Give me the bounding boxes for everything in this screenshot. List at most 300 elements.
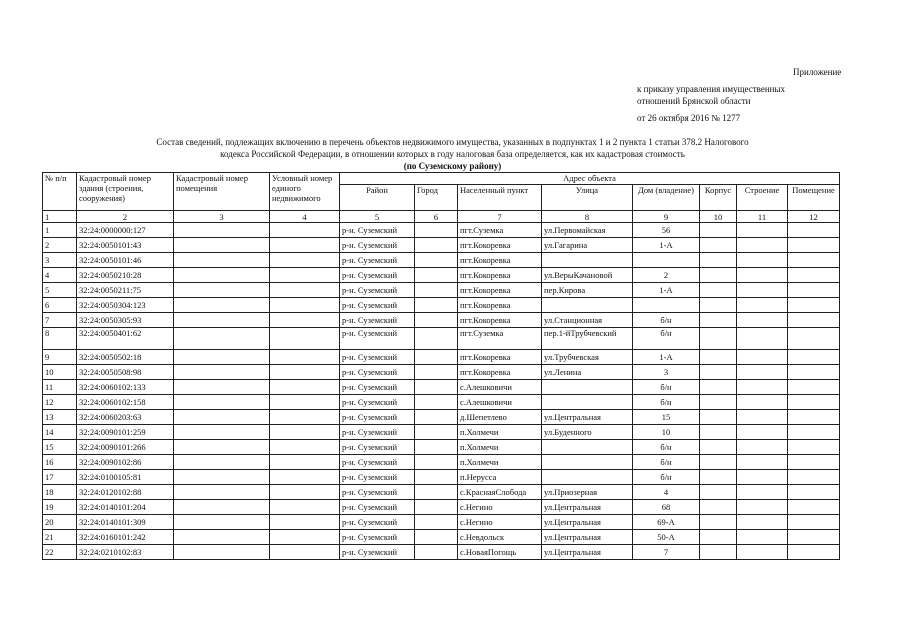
street-cell: ул.Центральная xyxy=(542,530,633,545)
locality-cell: пгт.Кокоревка xyxy=(458,365,542,380)
table-row xyxy=(43,350,840,365)
city-cell xyxy=(415,395,458,410)
row-number-cell: 22 xyxy=(43,545,77,560)
cadastral-room-cell xyxy=(174,410,270,425)
cadastral-room-cell xyxy=(174,365,270,380)
district-cell: р-н. Суземский xyxy=(340,425,415,440)
column-number-row xyxy=(43,211,840,223)
building-cell xyxy=(737,440,788,455)
locality-cell: с.НоваяПогощь xyxy=(458,545,542,560)
conditional-number-cell xyxy=(270,328,340,350)
cadastral-building-cell: 32:24:0090102:86 xyxy=(77,455,174,470)
room-cell xyxy=(788,268,840,283)
locality-cell: с.Негино xyxy=(458,515,542,530)
column-number-cell: 9 xyxy=(633,211,700,223)
cadastral-room-cell xyxy=(174,545,270,560)
cadastral-building-cell: 32:24:0060102:158 xyxy=(77,395,174,410)
room-cell xyxy=(788,238,840,253)
row-number-cell: 9 xyxy=(43,350,77,365)
district-cell: р-н. Суземский xyxy=(340,253,415,268)
cadastral-building-cell: 32:24:0050508:98 xyxy=(77,365,174,380)
cadastral-room-cell xyxy=(174,470,270,485)
table-row xyxy=(43,500,840,515)
street-cell xyxy=(542,440,633,455)
conditional-number-cell xyxy=(270,238,340,253)
building-cell xyxy=(737,425,788,440)
building-cell xyxy=(737,283,788,298)
korpus-cell xyxy=(700,298,737,313)
column-number-cell: 5 xyxy=(340,211,415,223)
row-number-cell: 12 xyxy=(43,395,77,410)
korpus-cell xyxy=(700,425,737,440)
document-title-line-1: Состав сведений, подлежащих включению в перечень объектов недвижимого имущества, указанных в подпунктах 1 и 2 пункта 1 статьи 378.2 Налогового xyxy=(156,137,749,147)
property-register-table xyxy=(42,172,840,560)
column-number-cell: 12 xyxy=(788,211,840,223)
cadastral-building-cell: 32:24:0060203:63 xyxy=(77,410,174,425)
header-cadastral-building: Кадастровый номер здания (строения, сооружения) xyxy=(77,173,174,211)
table-row xyxy=(43,283,840,298)
city-cell xyxy=(415,298,458,313)
building-cell xyxy=(737,410,788,425)
korpus-cell xyxy=(700,440,737,455)
order-date-number: от 26 октября 2016 № 1277 xyxy=(637,113,741,123)
korpus-cell xyxy=(700,328,737,350)
street-cell: ул.Гагарина xyxy=(542,238,633,253)
conditional-number-cell xyxy=(270,530,340,545)
korpus-cell xyxy=(700,238,737,253)
street-cell: пер.1-йТрубчевский xyxy=(542,328,633,350)
room-cell xyxy=(788,350,840,365)
building-cell xyxy=(737,545,788,560)
cadastral-building-cell: 32:24:0210102:83 xyxy=(77,545,174,560)
locality-cell: пгт.Кокоревка xyxy=(458,298,542,313)
order-line-1: к приказу управления имущественных xyxy=(637,84,786,94)
locality-cell: с.КраснаяСлобода xyxy=(458,485,542,500)
city-cell xyxy=(415,313,458,328)
header-room: Помещение xyxy=(788,185,840,211)
cadastral-building-cell: 32:24:0050502:18 xyxy=(77,350,174,365)
street-cell: ул.Первомайская xyxy=(542,223,633,238)
district-cell: р-н. Суземский xyxy=(340,380,415,395)
street-cell: ул.Центральная xyxy=(542,500,633,515)
cadastral-room-cell xyxy=(174,395,270,410)
house-cell: б/н xyxy=(633,313,700,328)
street-cell: ул.Центральная xyxy=(542,410,633,425)
room-cell xyxy=(788,440,840,455)
korpus-cell xyxy=(700,395,737,410)
district-cell: р-н. Суземский xyxy=(340,410,415,425)
locality-cell: пгт.Кокоревка xyxy=(458,313,542,328)
table-row xyxy=(43,268,840,283)
street-cell xyxy=(542,298,633,313)
street-cell: ул.Центральная xyxy=(542,545,633,560)
locality-cell: с.Алешковичи xyxy=(458,380,542,395)
locality-cell: п.Холмечи xyxy=(458,425,542,440)
table-row xyxy=(43,545,840,560)
conditional-number-cell xyxy=(270,545,340,560)
city-cell xyxy=(415,410,458,425)
house-cell: 1-А xyxy=(633,283,700,298)
cadastral-room-cell xyxy=(174,238,270,253)
column-number-cell: 7 xyxy=(458,211,542,223)
korpus-cell xyxy=(700,455,737,470)
conditional-number-cell xyxy=(270,283,340,298)
district-cell: р-н. Суземский xyxy=(340,455,415,470)
district-cell: р-н. Суземский xyxy=(340,223,415,238)
table-row xyxy=(43,515,840,530)
conditional-number-cell xyxy=(270,500,340,515)
conditional-number-cell xyxy=(270,410,340,425)
column-number-cell: 1 xyxy=(43,211,77,223)
city-cell xyxy=(415,425,458,440)
header-building: Строение xyxy=(737,185,788,211)
street-cell xyxy=(542,455,633,470)
house-cell: б/н xyxy=(633,380,700,395)
city-cell xyxy=(415,380,458,395)
conditional-number-cell xyxy=(270,485,340,500)
district-cell: р-н. Суземский xyxy=(340,395,415,410)
order-line-2: отношений Брянской области xyxy=(637,96,751,106)
cadastral-room-cell xyxy=(174,380,270,395)
conditional-number-cell xyxy=(270,298,340,313)
street-cell xyxy=(542,380,633,395)
table-row xyxy=(43,530,840,545)
cadastral-building-cell: 32:24:0050305:93 xyxy=(77,313,174,328)
header-cadastral-room: Кадастровый номер помещения xyxy=(174,173,270,211)
building-cell xyxy=(737,253,788,268)
cadastral-room-cell xyxy=(174,530,270,545)
house-cell: 15 xyxy=(633,410,700,425)
table-row xyxy=(43,253,840,268)
row-number-cell: 14 xyxy=(43,425,77,440)
table-row xyxy=(43,380,840,395)
column-number-cell: 10 xyxy=(700,211,737,223)
district-cell: р-н. Суземский xyxy=(340,545,415,560)
house-cell: 3 xyxy=(633,365,700,380)
street-cell xyxy=(542,470,633,485)
district-cell: р-н. Суземский xyxy=(340,515,415,530)
room-cell xyxy=(788,410,840,425)
cadastral-room-cell xyxy=(174,223,270,238)
row-number-cell: 19 xyxy=(43,500,77,515)
city-cell xyxy=(415,470,458,485)
locality-cell: д.Шепетлево xyxy=(458,410,542,425)
building-cell xyxy=(737,268,788,283)
district-cell: р-н. Суземский xyxy=(340,283,415,298)
house-cell: б/н xyxy=(633,328,700,350)
cadastral-building-cell: 32:24:0050401:62 xyxy=(77,328,174,350)
district-cell: р-н. Суземский xyxy=(340,440,415,455)
building-cell xyxy=(737,223,788,238)
table-row xyxy=(43,470,840,485)
cadastral-room-cell xyxy=(174,515,270,530)
conditional-number-cell xyxy=(270,425,340,440)
district-cell: р-н. Суземский xyxy=(340,485,415,500)
cadastral-building-cell: 32:24:0050101:46 xyxy=(77,253,174,268)
city-cell xyxy=(415,283,458,298)
street-cell: ул.Трубчевская xyxy=(542,350,633,365)
korpus-cell xyxy=(700,470,737,485)
korpus-cell xyxy=(700,253,737,268)
row-number-cell: 4 xyxy=(43,268,77,283)
building-cell xyxy=(737,485,788,500)
city-cell xyxy=(415,515,458,530)
district-cell: р-н. Суземский xyxy=(340,530,415,545)
city-cell xyxy=(415,485,458,500)
row-number-cell: 2 xyxy=(43,238,77,253)
cadastral-room-cell xyxy=(174,440,270,455)
cadastral-building-cell: 32:24:0160101:242 xyxy=(77,530,174,545)
conditional-number-cell xyxy=(270,223,340,238)
room-cell xyxy=(788,328,840,350)
locality-cell: пгт.Кокоревка xyxy=(458,350,542,365)
room-cell xyxy=(788,253,840,268)
table-row xyxy=(43,238,840,253)
street-cell xyxy=(542,253,633,268)
building-cell xyxy=(737,455,788,470)
locality-cell: п.Холмечи xyxy=(458,440,542,455)
cadastral-room-cell xyxy=(174,253,270,268)
table-row xyxy=(43,410,840,425)
cadastral-building-cell: 32:24:0050210:28 xyxy=(77,268,174,283)
column-number-cell: 6 xyxy=(415,211,458,223)
building-cell xyxy=(737,238,788,253)
table-row xyxy=(43,395,840,410)
cadastral-room-cell xyxy=(174,485,270,500)
building-cell xyxy=(737,470,788,485)
cadastral-room-cell xyxy=(174,328,270,350)
column-number-cell: 2 xyxy=(77,211,174,223)
city-cell xyxy=(415,440,458,455)
column-number-cell: 11 xyxy=(737,211,788,223)
cadastral-building-cell: 32:24:0120102:88 xyxy=(77,485,174,500)
building-cell xyxy=(737,395,788,410)
cadastral-room-cell xyxy=(174,268,270,283)
header-locality: Населенный пункт xyxy=(458,185,542,211)
street-cell: ул.Центральная xyxy=(542,515,633,530)
city-cell xyxy=(415,223,458,238)
row-number-cell: 21 xyxy=(43,530,77,545)
table-row xyxy=(43,440,840,455)
city-cell xyxy=(415,350,458,365)
header-conditional-number: Условный номер единого недвижимого xyxy=(270,173,340,211)
room-cell xyxy=(788,283,840,298)
korpus-cell xyxy=(700,350,737,365)
house-cell: 7 xyxy=(633,545,700,560)
locality-cell: пгт.Кокоревка xyxy=(458,253,542,268)
cadastral-building-cell: 32:24:0140101:309 xyxy=(77,515,174,530)
building-cell xyxy=(737,313,788,328)
locality-cell: с.Алешковичи xyxy=(458,395,542,410)
row-number-cell: 20 xyxy=(43,515,77,530)
house-cell: 2 xyxy=(633,268,700,283)
house-cell: 56 xyxy=(633,223,700,238)
header-house: Дом (владение) xyxy=(633,185,700,211)
header-row-number: № п/п xyxy=(43,173,77,211)
building-cell xyxy=(737,365,788,380)
cadastral-building-cell: 32:24:0090101:259 xyxy=(77,425,174,440)
city-cell xyxy=(415,328,458,350)
cadastral-room-cell xyxy=(174,500,270,515)
locality-cell: пгт.Кокоревка xyxy=(458,283,542,298)
cadastral-room-cell xyxy=(174,298,270,313)
conditional-number-cell xyxy=(270,515,340,530)
room-cell xyxy=(788,500,840,515)
house-cell: б/н xyxy=(633,395,700,410)
table-row xyxy=(43,425,840,440)
cadastral-building-cell: 32:24:0050304:123 xyxy=(77,298,174,313)
street-cell: ул.Ленина xyxy=(542,365,633,380)
district-cell: р-н. Суземский xyxy=(340,470,415,485)
house-cell: 1-А xyxy=(633,350,700,365)
locality-cell: пгт.Кокоревка xyxy=(458,238,542,253)
cadastral-building-cell: 32:24:0050211:75 xyxy=(77,283,174,298)
korpus-cell xyxy=(700,380,737,395)
house-cell: б/н xyxy=(633,440,700,455)
room-cell xyxy=(788,515,840,530)
house-cell: 4 xyxy=(633,485,700,500)
conditional-number-cell xyxy=(270,313,340,328)
cadastral-room-cell xyxy=(174,283,270,298)
row-number-cell: 15 xyxy=(43,440,77,455)
room-cell xyxy=(788,380,840,395)
room-cell xyxy=(788,425,840,440)
row-number-cell: 18 xyxy=(43,485,77,500)
city-cell xyxy=(415,238,458,253)
street-cell xyxy=(542,395,633,410)
locality-cell: пгт.Суземка xyxy=(458,328,542,350)
korpus-cell xyxy=(700,515,737,530)
header-district: Район xyxy=(340,185,415,211)
room-cell xyxy=(788,485,840,500)
table-row xyxy=(43,485,840,500)
korpus-cell xyxy=(700,545,737,560)
district-cell: р-н. Суземский xyxy=(340,238,415,253)
row-number-cell: 16 xyxy=(43,455,77,470)
building-cell xyxy=(737,530,788,545)
row-number-cell: 6 xyxy=(43,298,77,313)
cadastral-building-cell: 32:24:0140101:204 xyxy=(77,500,174,515)
conditional-number-cell xyxy=(270,395,340,410)
row-number-cell: 13 xyxy=(43,410,77,425)
cadastral-room-cell xyxy=(174,313,270,328)
row-number-cell: 3 xyxy=(43,253,77,268)
city-cell xyxy=(415,253,458,268)
building-cell xyxy=(737,350,788,365)
korpus-cell xyxy=(700,283,737,298)
locality-cell: п.Холмечи xyxy=(458,455,542,470)
korpus-cell xyxy=(700,485,737,500)
room-cell xyxy=(788,470,840,485)
conditional-number-cell xyxy=(270,268,340,283)
table-row xyxy=(43,365,840,380)
city-cell xyxy=(415,268,458,283)
locality-cell: п.Нерусса xyxy=(458,470,542,485)
cadastral-building-cell: 32:24:0050101:43 xyxy=(77,238,174,253)
house-cell: 50-А xyxy=(633,530,700,545)
header-city: Город xyxy=(415,185,458,211)
table-body xyxy=(43,223,840,560)
city-cell xyxy=(415,545,458,560)
cadastral-building-cell: 32:24:0090101:266 xyxy=(77,440,174,455)
building-cell xyxy=(737,500,788,515)
table-row xyxy=(43,313,840,328)
city-cell xyxy=(415,500,458,515)
conditional-number-cell xyxy=(270,253,340,268)
table-row xyxy=(43,455,840,470)
district-cell: р-н. Суземский xyxy=(340,365,415,380)
header-object-address: Адрес объекта xyxy=(340,173,840,185)
room-cell xyxy=(788,530,840,545)
korpus-cell xyxy=(700,223,737,238)
district-cell: р-н. Суземский xyxy=(340,500,415,515)
row-number-cell: 7 xyxy=(43,313,77,328)
city-cell xyxy=(415,530,458,545)
row-number-cell: 1 xyxy=(43,223,77,238)
korpus-cell xyxy=(700,268,737,283)
street-cell: ул.ВерыКачановой xyxy=(542,268,633,283)
room-cell xyxy=(788,365,840,380)
house-cell xyxy=(633,298,700,313)
table-row xyxy=(43,298,840,313)
room-cell xyxy=(788,455,840,470)
cadastral-room-cell xyxy=(174,350,270,365)
header-street: Улица xyxy=(542,185,633,211)
room-cell xyxy=(788,298,840,313)
room-cell xyxy=(788,223,840,238)
house-cell xyxy=(633,253,700,268)
house-cell: 10 xyxy=(633,425,700,440)
row-number-cell: 10 xyxy=(43,365,77,380)
conditional-number-cell xyxy=(270,470,340,485)
column-number-cell: 4 xyxy=(270,211,340,223)
korpus-cell xyxy=(700,313,737,328)
row-number-cell: 17 xyxy=(43,470,77,485)
cadastral-building-cell: 32:24:0000000:127 xyxy=(77,223,174,238)
table-row xyxy=(43,328,840,350)
cadastral-building-cell: 32:24:0100105:81 xyxy=(77,470,174,485)
appendix-label: Приложение xyxy=(793,67,842,77)
district-cell: р-н. Суземский xyxy=(340,268,415,283)
house-cell: б/н xyxy=(633,455,700,470)
column-number-cell: 3 xyxy=(174,211,270,223)
street-cell: пер.Кирова xyxy=(542,283,633,298)
conditional-number-cell xyxy=(270,350,340,365)
room-cell xyxy=(788,395,840,410)
city-cell xyxy=(415,455,458,470)
street-cell: ул.Станционная xyxy=(542,313,633,328)
street-cell: ул.Буденного xyxy=(542,425,633,440)
conditional-number-cell xyxy=(270,365,340,380)
district-cell: р-н. Суземский xyxy=(340,328,415,350)
locality-cell: с.Негино xyxy=(458,500,542,515)
locality-cell: пгт.Кокоревка xyxy=(458,268,542,283)
document-title-line-2: кодекса Российской Федерации, в отношении которых в году налоговая база определяется, как их кадастровая стоимость xyxy=(220,149,685,159)
column-number-cell: 8 xyxy=(542,211,633,223)
row-number-cell: 8 xyxy=(43,328,77,350)
house-cell: 1-А xyxy=(633,238,700,253)
conditional-number-cell xyxy=(270,440,340,455)
room-cell xyxy=(788,545,840,560)
korpus-cell xyxy=(700,410,737,425)
conditional-number-cell xyxy=(270,380,340,395)
row-number-cell: 5 xyxy=(43,283,77,298)
building-cell xyxy=(737,515,788,530)
cadastral-room-cell xyxy=(174,455,270,470)
document-title-district: (по Суземскому району) xyxy=(403,161,502,171)
building-cell xyxy=(737,328,788,350)
house-cell: б/н xyxy=(633,470,700,485)
